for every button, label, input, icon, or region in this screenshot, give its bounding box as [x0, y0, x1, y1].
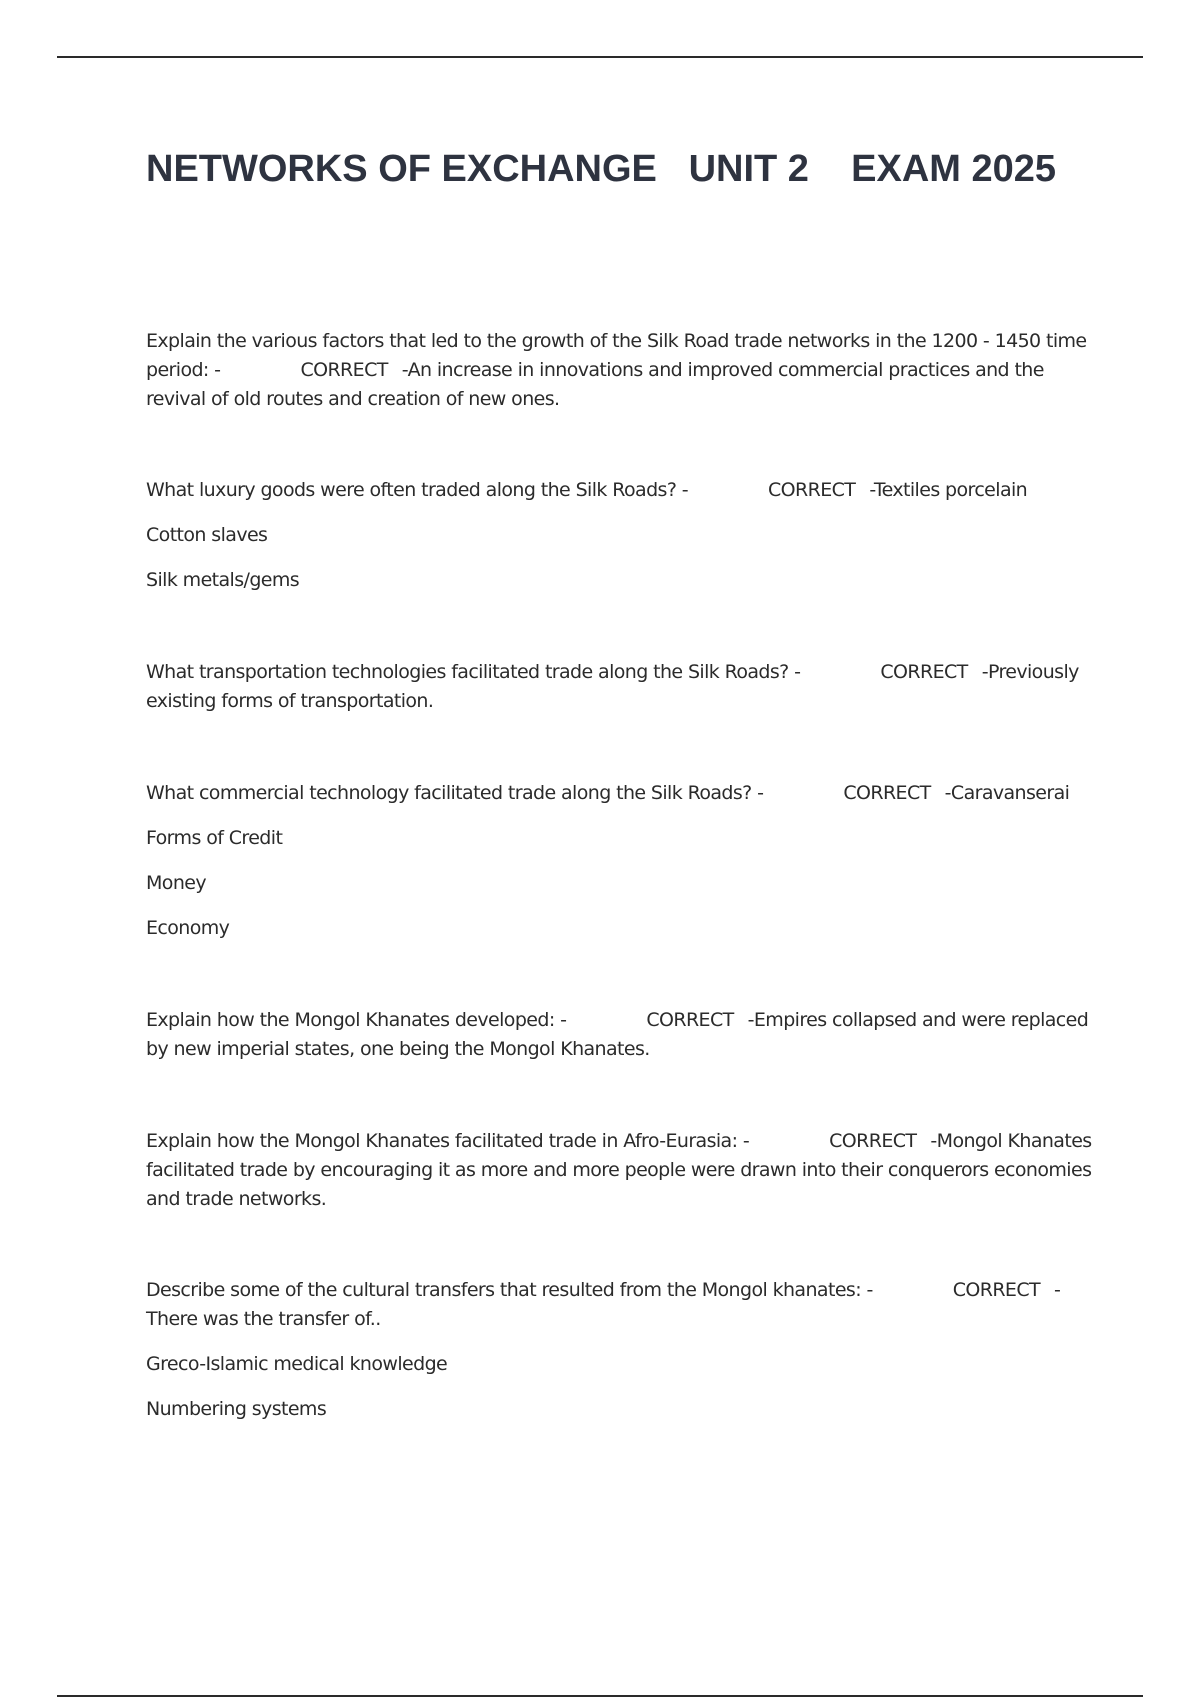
qa-item-3-main	[146, 658, 1096, 716]
top-divider	[57, 56, 1143, 58]
qa-item-3	[146, 658, 1096, 716]
answer-extra-line: Greco-Islamic medical knowledge	[146, 1353, 448, 1375]
answer-text: -Empires collapsed and were replaced by new imperial states, one being the Mongol Khanates.	[146, 1009, 1089, 1060]
answer-text: - There was the transfer of..	[146, 1279, 1061, 1330]
question-text: Describe some of the cultural transfers that resulted from the Mongol khanates: -	[146, 1279, 873, 1301]
qa-item-6	[146, 1127, 1096, 1214]
answer-text: -Previously existing forms of transportation.	[146, 661, 1079, 712]
answer-extra-line: Money	[146, 872, 206, 894]
answer-extra-line: Numbering systems	[146, 1398, 327, 1420]
answer-text: -Caravanserai	[944, 782, 1070, 804]
question-text: What transportation technologies facilitated trade along the Silk Roads? -	[146, 661, 801, 683]
qa-item-7	[146, 1276, 1096, 1424]
correct-label: CORRECT	[952, 1279, 1041, 1301]
qa-item-4	[146, 779, 1096, 943]
correct-label: CORRECT	[646, 1009, 734, 1031]
qa-item-6-main	[146, 1127, 1096, 1214]
page-title: NETWORKS OF EXCHANGE UNIT 2 EXAM 2025	[146, 148, 1057, 190]
qa-item-7-main	[146, 1276, 1096, 1334]
bottom-divider	[57, 1695, 1143, 1697]
correct-label: CORRECT	[843, 782, 931, 804]
answer-extra-line: Economy	[146, 917, 230, 939]
correct-label: CORRECT	[829, 1130, 917, 1152]
question-text: Explain how the Mongol Khanates developed: -	[146, 1009, 567, 1031]
qa-item-5	[146, 1006, 1096, 1064]
qa-item-4-main	[146, 779, 1096, 808]
question-text: What commercial technology facilitated trade along the Silk Roads? -	[146, 782, 764, 804]
question-text: Explain the various factors that led to the growth of the Silk Road trade networks in the 1200 - 1450 time period: -	[146, 330, 1087, 381]
qa-item-5-main	[146, 1006, 1096, 1064]
question-text: What luxury goods were often traded along the Silk Roads? -	[146, 479, 689, 501]
answer-extra-line: Silk metals/gems	[146, 569, 300, 591]
answer-extra-line: Cotton slaves	[146, 524, 268, 546]
correct-label: CORRECT	[300, 359, 388, 381]
qa-item-1-main	[146, 327, 1096, 414]
answer-extra-line: Forms of Credit	[146, 827, 283, 849]
answer-text: -Textiles porcelain	[869, 479, 1028, 501]
answer-text: -An increase in innovations and improved commercial practices and the revival of old routes and creation of new ones.	[146, 359, 1044, 410]
correct-label: CORRECT	[880, 661, 968, 683]
correct-label: CORRECT	[768, 479, 856, 501]
qa-item-2-main	[146, 476, 1096, 505]
answer-text: -Mongol Khanates facilitated trade by encouraging it as more and more people were drawn into their conquerors economies and trade networks.	[146, 1130, 1092, 1210]
qa-item-2	[146, 476, 1096, 595]
question-text: Explain how the Mongol Khanates facilitated trade in Afro-Eurasia: -	[146, 1130, 750, 1152]
qa-item-1	[146, 327, 1096, 414]
